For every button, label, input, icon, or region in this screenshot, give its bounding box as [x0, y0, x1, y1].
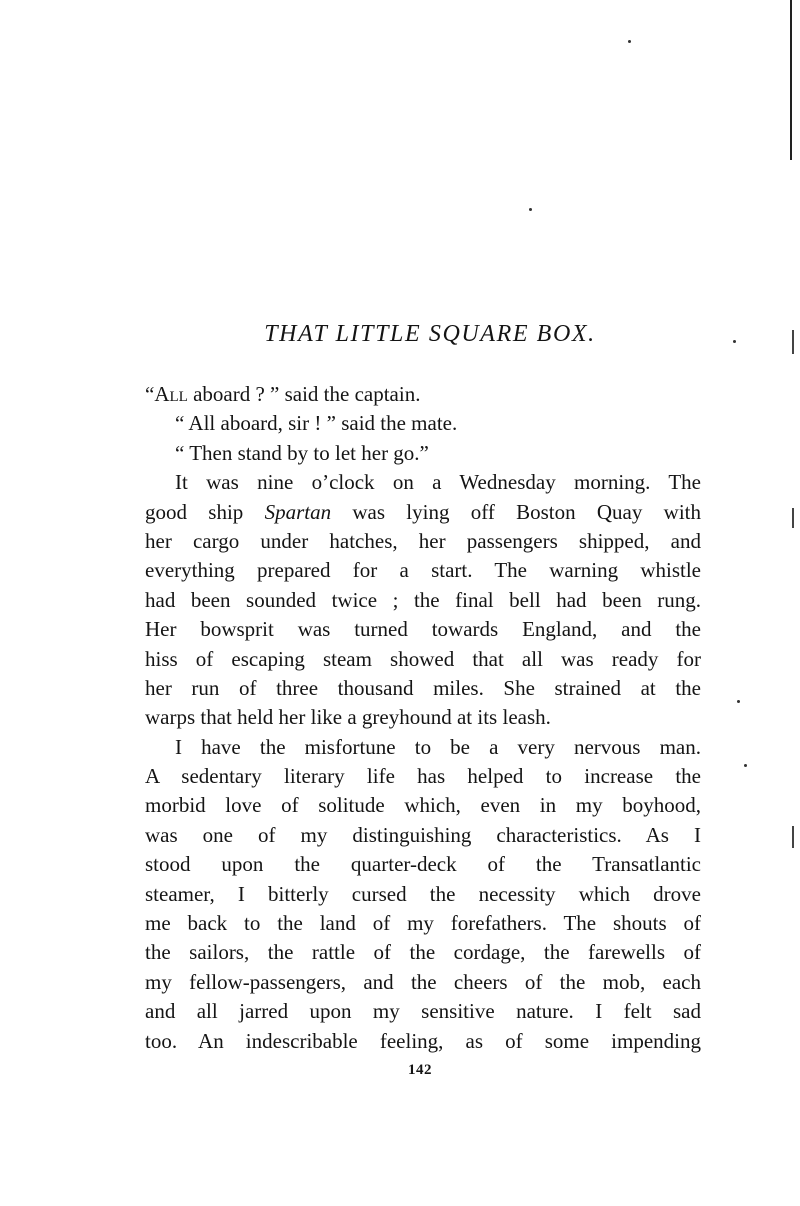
paragraph-line: A sedentary literary life has helped to increase the: [145, 764, 701, 789]
paragraph-line: I have the misfortune to be a very nervous man.: [175, 734, 701, 759]
paragraph-line: steamer, I bitterly cursed the necessity which drove: [145, 881, 701, 906]
page-number: 142: [408, 1062, 432, 1078]
scan-speck: [529, 208, 532, 211]
dialogue-line: “ Then stand by to let her go.”: [175, 440, 429, 465]
paragraph-line: her run of three thousand miles. She strained at the: [145, 675, 701, 700]
paragraph-line: stood upon the quarter-deck of the Transatlantic: [145, 852, 701, 877]
paragraph-line: everything prepared for a start. The warning whistle: [145, 558, 701, 583]
text-segment: good ship: [145, 499, 265, 524]
chapter-title: THAT LITTLE SQUARE BOX.: [264, 321, 596, 347]
dialogue-line: “ All aboard, sir ! ” said the mate.: [175, 411, 458, 436]
paragraph-line: It was nine o’clock on a Wednesday morning. The: [175, 470, 701, 495]
paragraph-line: my fellow-passengers, and the cheers of the mob, each: [145, 969, 701, 994]
ship-name: Spartan: [264, 499, 332, 524]
scan-speck: [744, 764, 747, 767]
paragraph-line: [145, 498, 701, 527]
paragraph-line: Her bowsprit was turned towards England, and the: [145, 617, 701, 642]
dialogue-lead-word: “All: [145, 382, 188, 406]
text-segment: was lying off Boston Quay with: [331, 499, 701, 524]
paragraph-line: me back to the land of my forefathers. The shouts of: [145, 911, 701, 936]
scan-speck: [737, 700, 740, 703]
paragraph-line: hiss of escaping steam showed that all was ready for: [145, 646, 701, 671]
paragraph-line: warps that held her like a greyhound at its leash.: [145, 705, 551, 730]
paragraph-line: the sailors, the rattle of the cordage, the farewells of: [145, 940, 701, 965]
paragraph-line: and all jarred upon my sensitive nature. I felt sad: [145, 999, 701, 1024]
scan-edge-line: [790, 0, 792, 160]
paragraph-line: too. An indescribable feeling, as of some impending: [145, 1028, 701, 1053]
paragraph-line: had been sounded twice ; the final bell had been rung.: [145, 587, 701, 612]
scan-edge-mark: [792, 508, 794, 528]
dialogue-text: aboard ? ” said the captain.: [187, 382, 421, 406]
paragraph-line: morbid love of solitude which, even in my boyhood,: [145, 793, 701, 818]
paragraph-line: was one of my distinguishing characteristics. As I: [145, 822, 701, 847]
scan-speck: [628, 40, 631, 43]
dialogue-line: [145, 380, 701, 409]
paragraph-line: her cargo under hatches, her passengers shipped, and: [145, 528, 701, 553]
body-text: [145, 380, 701, 1056]
scan-edge-mark: [792, 826, 794, 848]
